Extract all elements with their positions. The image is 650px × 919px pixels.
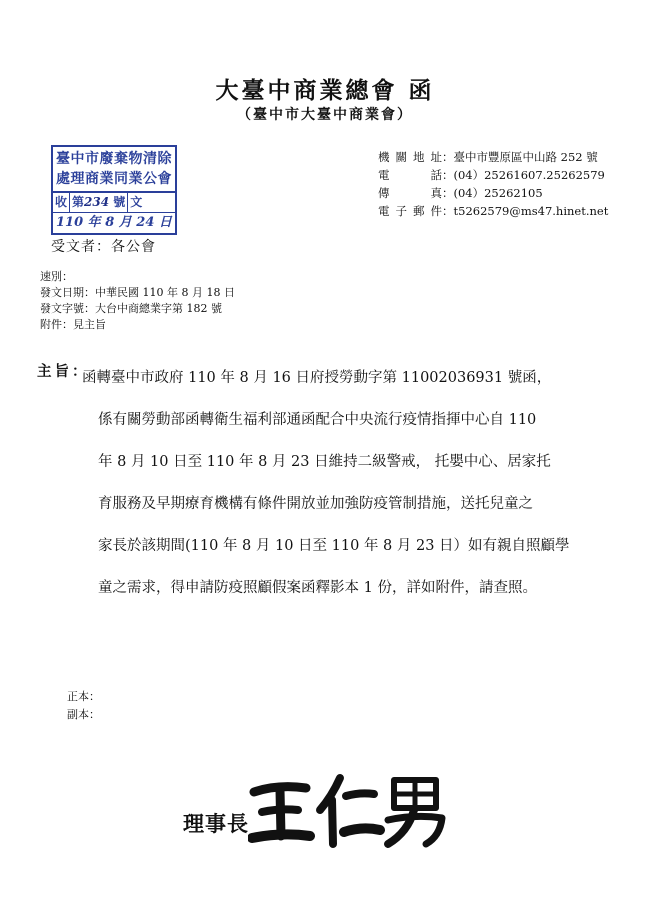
address-value: ：臺中市豐原區中山路 252 號 (442, 150, 598, 164)
issue-number-field: 發文字號：大台中商總業字第 182 號 (40, 302, 222, 315)
stamp-number (69, 193, 127, 212)
recipient: 受文者：各公會 (51, 239, 156, 255)
stamp-org-line-2: 處理商業同業公會 (56, 171, 172, 187)
signature-stamp (248, 770, 448, 850)
stamp-number-row (53, 193, 175, 213)
email-value: ：t5262579@ms47.hinet.net (442, 204, 609, 218)
fax-label: 傳 真 (378, 186, 442, 200)
main-recipients: 正本： (67, 690, 100, 703)
stamp-receive-label: 收 (55, 195, 68, 209)
email-label: 電子郵件 (378, 204, 442, 218)
subject-line: 函轉臺中市政府 110 年 8 月 16 日府授勞動字第 11002036931 號函， (82, 370, 552, 386)
subject-line: 家長於該期間(110 年 8 月 10 日至 110 年 8 月 23 日）如有親自照顧學 (98, 538, 570, 554)
stamp-organization (53, 147, 175, 193)
attachment-field: 附件：見主旨 (40, 318, 106, 331)
subject-body (82, 357, 642, 609)
subject-line: 年 8 月 10 日至 110 年 8 月 23 日維持二級警戒， 托嬰中心、居家托 (98, 454, 551, 470)
distribution-list (67, 688, 100, 724)
cc-recipients: 副本： (67, 708, 100, 721)
phone-value: ：(04）25261607.25262579 (442, 168, 605, 182)
phone-row (378, 166, 608, 184)
document-meta (40, 269, 235, 333)
address-label: 機關地址 (378, 150, 442, 164)
receipt-stamp (51, 145, 177, 235)
document-subtitle: （臺中市大臺中商業會） (237, 107, 413, 123)
phone-label: 電 話 (378, 168, 442, 182)
stamp-org-line-1: 臺中市廢棄物清除 (56, 151, 172, 167)
speed-field: 速別： (40, 270, 73, 283)
stamp-number-prefix: 第 (72, 195, 85, 209)
stamp-number-suffix: 號 (113, 195, 126, 209)
fax-value: ：(04）25262105 (442, 186, 543, 200)
stamp-date: 110 年 8 月 24 日 (56, 215, 172, 230)
stamp-number-value: 234 (84, 195, 110, 209)
fax-row (378, 184, 608, 202)
stamp-doc-label: 文 (127, 193, 144, 212)
subject-label: 主旨： (37, 363, 90, 380)
document-title: 大臺中商業總會 函 (215, 77, 435, 104)
subject-line: 童之需求，得申請防疫照顧假案函釋影本 1 份，詳如附件，請查照。 (98, 580, 537, 596)
email-row (378, 202, 608, 220)
issue-date-field: 發文日期：中華民國 110 年 8 月 18 日 (40, 286, 235, 299)
subject-line: 育服務及早期療育機構有條件開放並加強防疫管制措施，送托兒童之 (98, 496, 533, 512)
contact-block (378, 148, 608, 220)
address-row (378, 148, 608, 166)
signatory-title: 理事長 (183, 812, 249, 836)
subject-line: 係有關勞動部函轉衛生福利部通函配合中央流行疫情指揮中心自 110 (98, 412, 537, 428)
